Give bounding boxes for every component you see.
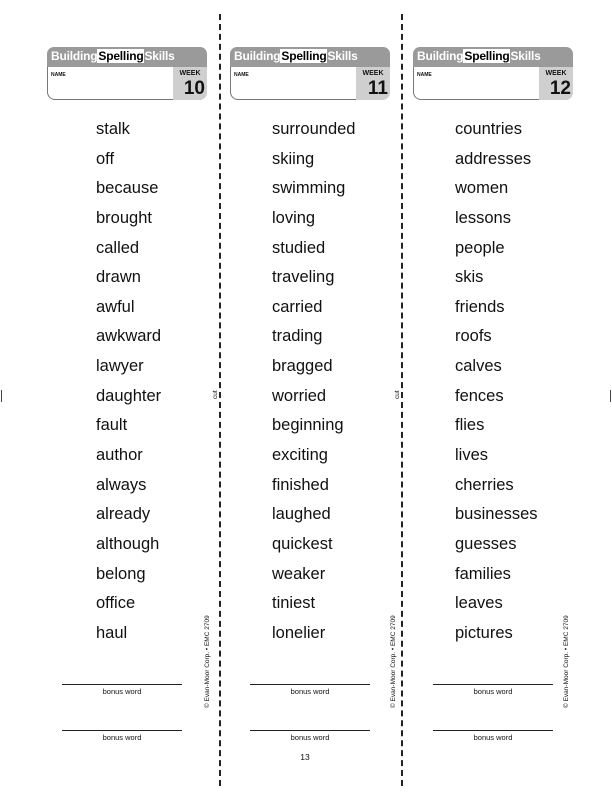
spelling-column-week-12	[393, 0, 583, 792]
cut-label: cut	[394, 390, 401, 399]
copyright-notice: © Evan-Moor Corp. • EMC 2709	[390, 615, 397, 708]
word-list	[455, 118, 538, 652]
title-bar	[47, 47, 207, 67]
spelling-word: awful	[96, 297, 135, 316]
spelling-word: flies	[455, 416, 485, 435]
week-number: 12	[549, 78, 571, 99]
spelling-word: families	[455, 564, 511, 583]
title-suffix: Skills	[327, 49, 358, 63]
title-bar	[413, 47, 573, 67]
spelling-word: guesses	[455, 534, 517, 553]
cut-label: cut	[212, 390, 219, 399]
name-label: NAME	[234, 72, 249, 78]
copyright-notice: © Evan-Moor Corp. • EMC 2709	[204, 615, 211, 708]
spelling-word: tiniest	[272, 594, 316, 613]
title-prefix: Building	[51, 49, 98, 63]
week-badge	[539, 67, 573, 100]
bonus-word-line[interactable]: bonus word	[433, 730, 553, 747]
spelling-word: weaker	[272, 564, 326, 583]
week-badge	[356, 67, 390, 100]
spelling-word: calves	[455, 357, 502, 376]
name-label: NAME	[51, 72, 66, 78]
spelling-word: skis	[455, 268, 484, 287]
spelling-word: lessons	[455, 208, 511, 227]
spelling-word: traveling	[272, 268, 335, 287]
spelling-word: loving	[272, 208, 316, 227]
spelling-word: haul	[96, 623, 128, 642]
spelling-word: lives	[455, 446, 489, 465]
spelling-word: laughed	[272, 505, 331, 524]
spelling-word: swimming	[272, 179, 346, 198]
spelling-word: surrounded	[272, 120, 356, 138]
spelling-word: office	[96, 594, 136, 613]
title-banner	[51, 49, 175, 63]
title-suffix: Skills	[510, 49, 541, 63]
title-bar	[230, 47, 390, 67]
bonus-word-line[interactable]: bonus word	[250, 684, 370, 701]
spelling-word: lawyer	[96, 357, 144, 376]
spelling-word: people	[455, 238, 505, 257]
title-middle: Spelling	[98, 49, 144, 63]
week-badge	[173, 67, 207, 100]
spelling-word: finished	[272, 475, 329, 494]
spelling-word: already	[96, 505, 151, 524]
spelling-word: skiing	[272, 149, 315, 168]
bonus-word-line[interactable]: bonus word	[250, 730, 370, 747]
spelling-word: leaves	[455, 594, 503, 613]
title-middle: Spelling	[281, 49, 327, 63]
bonus-word-line[interactable]: bonus word	[62, 684, 182, 701]
bonus-word-line[interactable]: bonus word	[62, 730, 182, 747]
spelling-word: because	[96, 179, 159, 198]
spelling-word: author	[96, 446, 143, 465]
spelling-word: daughter	[96, 386, 162, 405]
spelling-word: women	[455, 179, 509, 198]
spelling-word: fences	[455, 386, 504, 405]
spelling-word: fault	[96, 416, 128, 435]
column-header	[47, 47, 207, 100]
title-suffix: Skills	[144, 49, 175, 63]
spelling-column-week-10	[20, 0, 210, 792]
title-prefix: Building	[234, 49, 281, 63]
title-banner	[234, 49, 358, 63]
spelling-word: although	[96, 534, 160, 553]
spelling-word: belong	[96, 564, 146, 583]
week-number: 10	[183, 78, 205, 99]
word-list	[272, 118, 355, 652]
spelling-word: countries	[455, 120, 522, 138]
spelling-word: cherries	[455, 475, 514, 494]
spelling-word: roofs	[455, 327, 492, 346]
spelling-word: bragged	[272, 357, 333, 376]
spelling-word: trading	[272, 327, 323, 346]
edge-tick-left	[1, 390, 2, 402]
spelling-word: off	[96, 149, 115, 168]
spelling-word: beginning	[272, 416, 344, 435]
word-list	[96, 118, 161, 652]
bonus-word-line[interactable]: bonus word	[433, 684, 553, 701]
spelling-word: pictures	[455, 623, 513, 642]
week-number: 11	[367, 78, 388, 99]
spelling-word: drawn	[96, 268, 141, 287]
spelling-column-week-11	[212, 0, 402, 792]
spelling-word: businesses	[455, 505, 538, 524]
spelling-word: awkward	[96, 327, 162, 346]
spelling-word: carried	[272, 297, 323, 316]
spelling-word: friends	[455, 297, 505, 316]
edge-tick-right	[610, 390, 611, 402]
title-middle: Spelling	[464, 49, 510, 63]
week-label: WEEK	[545, 70, 567, 77]
title-banner	[417, 49, 541, 63]
spelling-word: studied	[272, 238, 326, 257]
spelling-word: always	[96, 475, 147, 494]
spelling-word: addresses	[455, 149, 532, 168]
spelling-word: called	[96, 238, 140, 257]
spelling-word: quickest	[272, 534, 333, 553]
spelling-word: exciting	[272, 446, 328, 465]
title-prefix: Building	[417, 49, 464, 63]
column-header	[413, 47, 573, 100]
name-label: NAME	[417, 72, 432, 78]
copyright-notice: © Evan-Moor Corp. • EMC 2709	[563, 615, 570, 708]
spelling-word: lonelier	[272, 623, 326, 642]
page-number: 13	[300, 752, 310, 762]
week-label: WEEK	[362, 70, 384, 77]
spelling-word: stalk	[96, 120, 130, 138]
spelling-word: worried	[272, 386, 327, 405]
spelling-word: brought	[96, 208, 152, 227]
column-header	[230, 47, 390, 100]
week-label: WEEK	[179, 70, 201, 77]
